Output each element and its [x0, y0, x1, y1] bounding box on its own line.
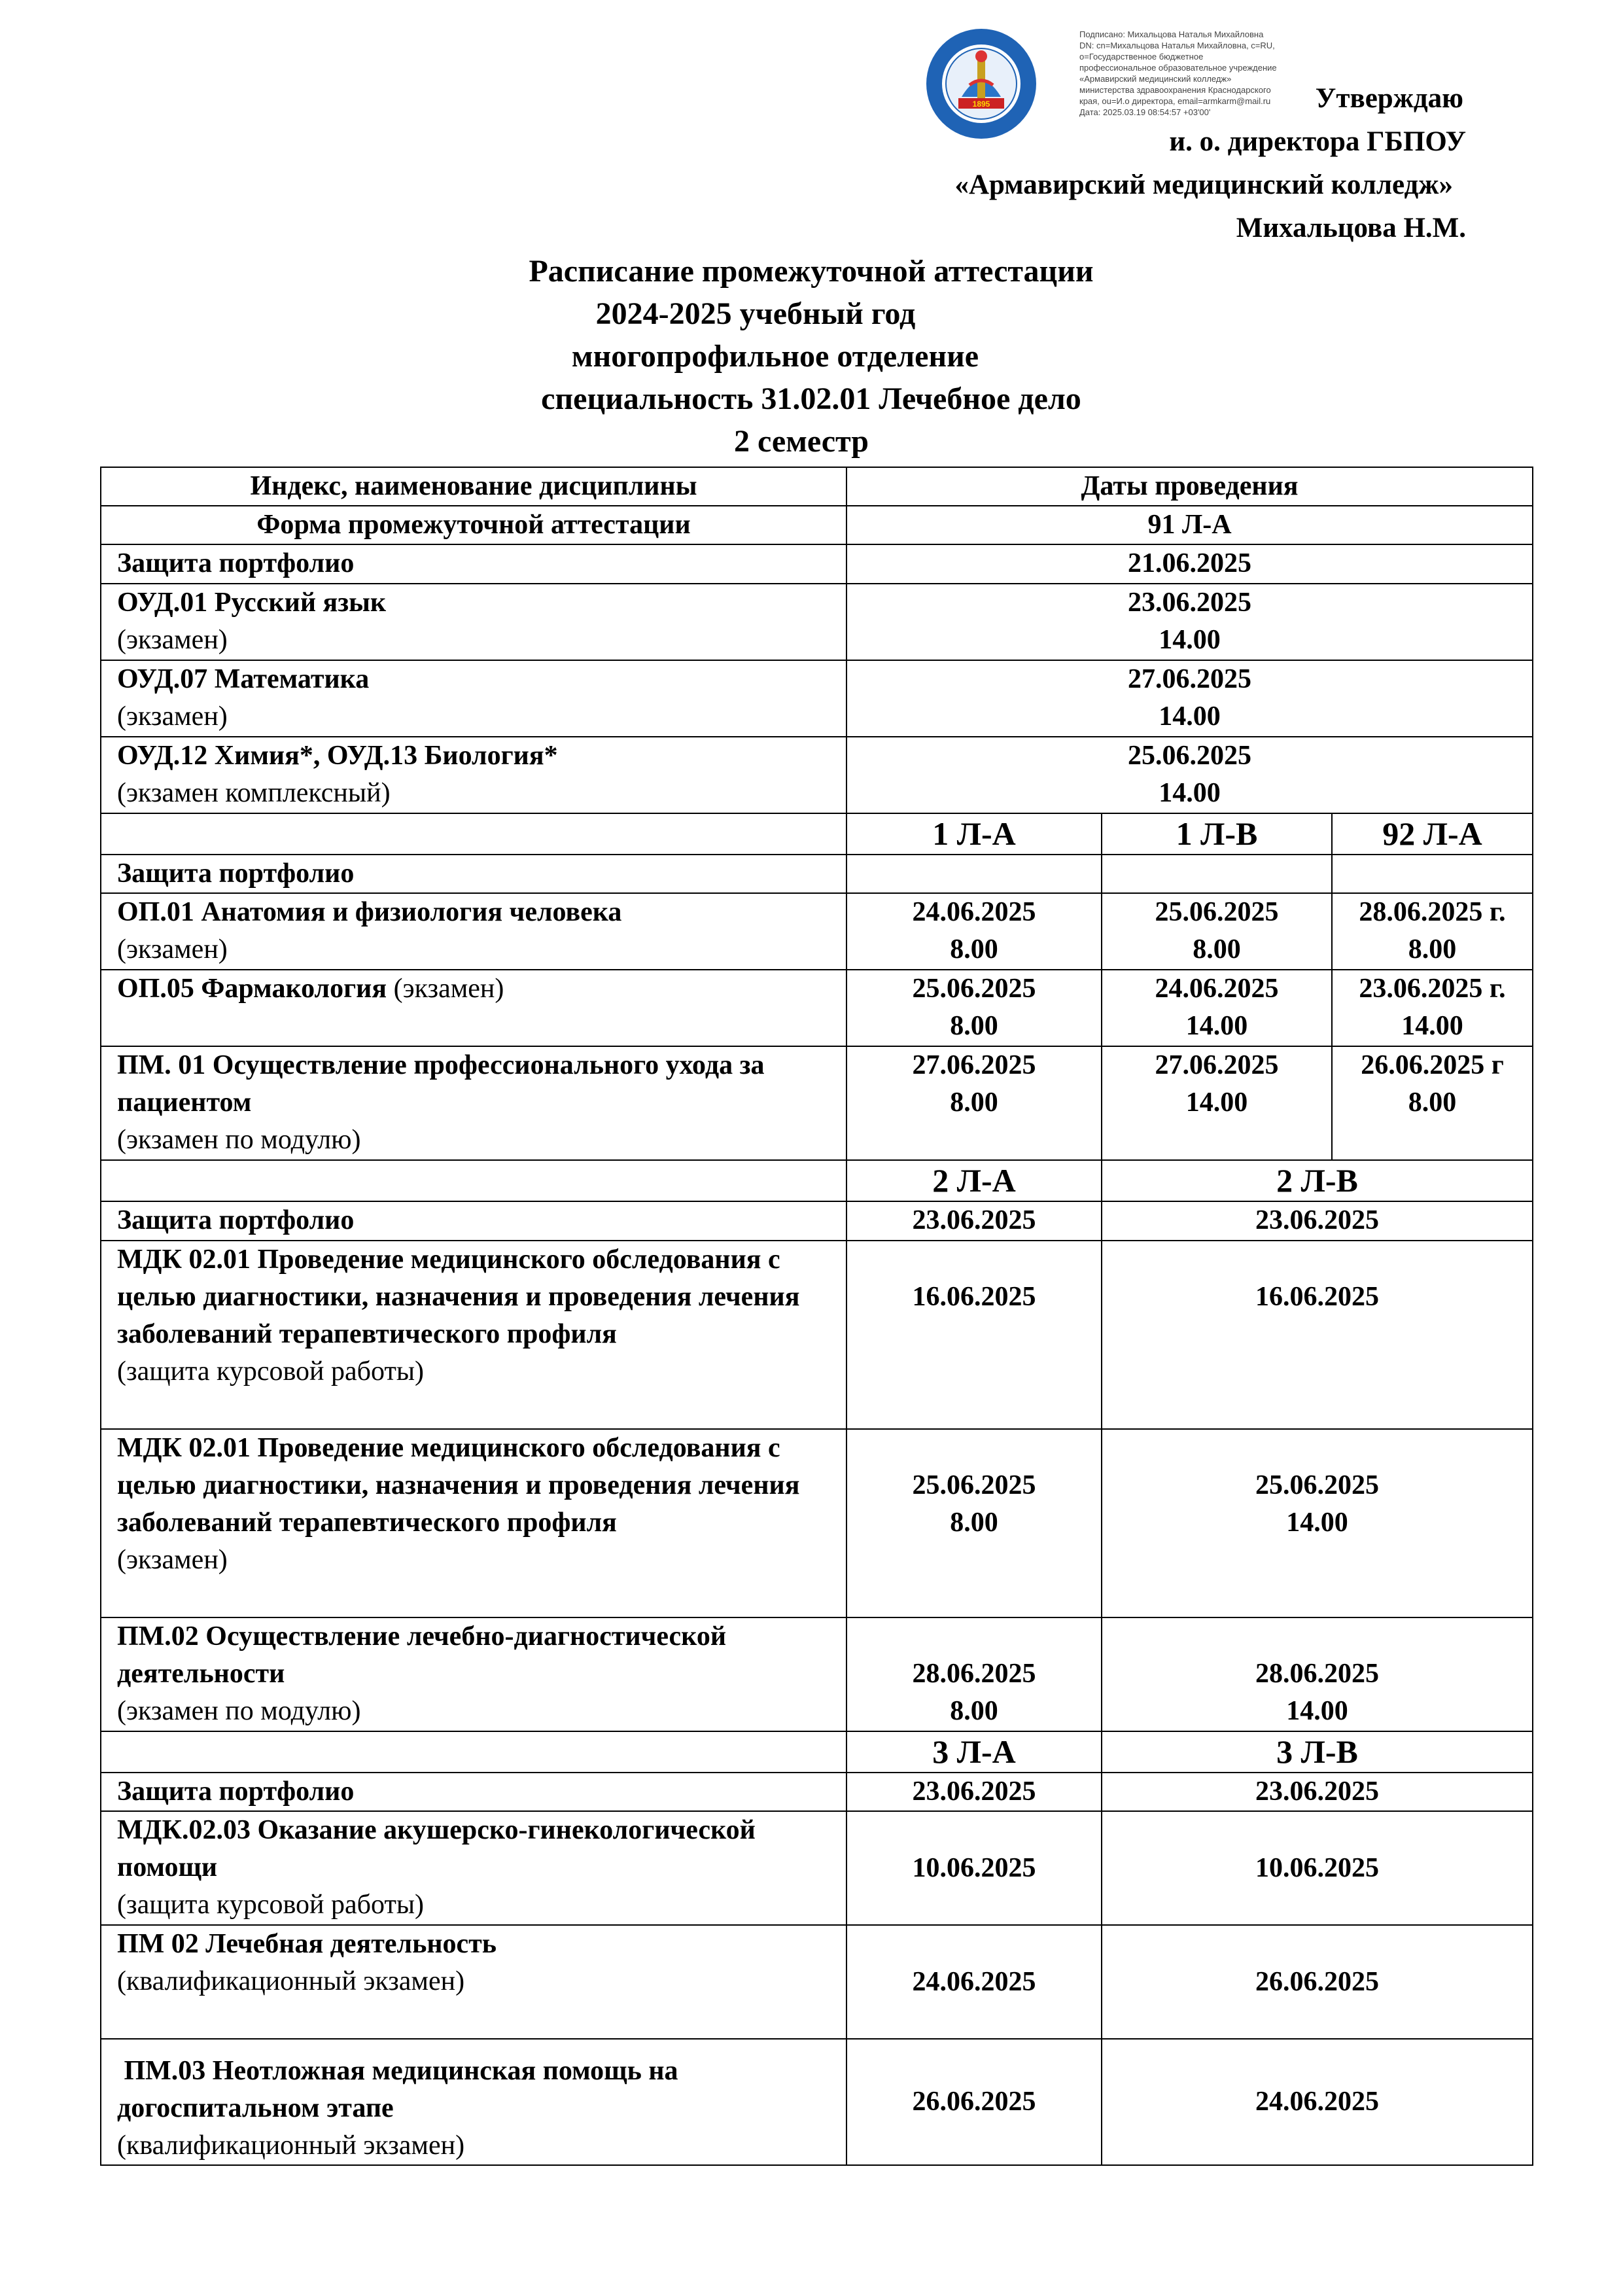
attestation-form: (экзамен по модулю): [117, 1125, 361, 1155]
table-row: [101, 1773, 1533, 1811]
signature-line: o=Государственное бюджетное: [1079, 52, 1204, 62]
table-row: [101, 1429, 1533, 1617]
table-row: [101, 893, 1533, 970]
group-label: 1 Л-В: [1102, 813, 1332, 855]
exam-date: 23.06.2025: [912, 1205, 1036, 1235]
exam-date: 10.06.2025: [912, 1852, 1036, 1883]
attestation-form: (экзамен): [117, 934, 228, 964]
signature-line: края, ou=И.о директора, email=armkarm@mail.ru: [1079, 96, 1271, 106]
group-header-row: [101, 1160, 1533, 1201]
group-label: 3 Л-В: [1102, 1731, 1533, 1773]
approval-line-organization: «Армавирский медицинский колледж»: [954, 169, 1453, 200]
table-header-row: [101, 506, 1533, 544]
group-header-row: [101, 1731, 1533, 1773]
exam-time: 14.00: [1286, 1696, 1348, 1726]
approval-line-name: Михальцова Н.М.: [1236, 213, 1466, 243]
exam-date: 24.06.2025: [1255, 2087, 1379, 2117]
attestation-form: (экзамен по модулю): [117, 1696, 361, 1726]
exam-date: 16.06.2025: [1255, 1282, 1379, 1312]
table-row: [101, 1241, 1533, 1429]
exam-time: 8.00: [950, 1087, 998, 1118]
discipline-name: ОУД.07 Математика: [117, 664, 370, 694]
title-line: многопрофильное отделение: [571, 339, 979, 374]
discipline-name: Защита портфолио: [117, 548, 355, 578]
discipline-name: ПМ. 01 Осуществление профессионального ухода за пациентом: [117, 1050, 765, 1118]
exam-date: 27.06.2025: [1155, 1050, 1279, 1080]
signature-line: Подписано: Михальцова Наталья Михайловна: [1079, 29, 1264, 39]
attestation-form: (защита курсовой работы): [117, 1890, 425, 1920]
table-row: [101, 584, 1533, 660]
group-label: 3 Л-А: [846, 1731, 1102, 1773]
signature-line: «Армавирский медицинский колледж»: [1079, 74, 1232, 84]
exam-date: 28.06.2025: [1255, 1659, 1379, 1689]
schedule-table: [100, 467, 1533, 2166]
header-group-91la: 91 Л-А: [846, 506, 1533, 544]
discipline-name: МДК.02.03 Оказание акушерско-гинекологической помощи: [117, 1815, 756, 1882]
exam-time: 14.00: [1185, 1087, 1248, 1118]
header-col1-line2: Форма промежуточной аттестации: [101, 506, 846, 544]
group-label: 2 Л-В: [1102, 1160, 1533, 1201]
signature-line: DN: cn=Михальцова Наталья Михайловна, c=RU,: [1079, 41, 1275, 50]
exam-date: 23.06.2025: [1255, 1205, 1379, 1235]
table-row: [101, 855, 1533, 893]
attestation-form: (квалификационный экзамен): [117, 1966, 465, 1996]
exam-time: 8.00: [950, 1508, 998, 1538]
discipline-name: ПМ.02 Осуществление лечебно-диагностической деятельности: [117, 1621, 727, 1689]
group-label: 92 Л-А: [1332, 813, 1533, 855]
discipline-name: ОП.01 Анатомия и физиология человека: [117, 897, 622, 927]
exam-date: 23.06.2025: [912, 1776, 1036, 1807]
group-label: 2 Л-А: [846, 1160, 1102, 1201]
table-row: [101, 737, 1533, 813]
signature-line: Дата: 2025.03.19 08:54:57 +03'00': [1079, 107, 1211, 117]
exam-date: 27.06.2025: [912, 1050, 1036, 1080]
table-row: [101, 2039, 1533, 2165]
exam-date: 24.06.2025: [912, 897, 1036, 927]
header-col2-line1: Даты проведения: [846, 467, 1533, 506]
exam-time: 8.00: [1408, 1087, 1457, 1118]
discipline-name: ОУД.01 Русский язык: [117, 588, 387, 618]
group-header-row: [101, 813, 1533, 855]
attestation-form: (защита курсовой работы): [117, 1356, 425, 1386]
table-row: [101, 1046, 1533, 1160]
table-row: [101, 1617, 1533, 1731]
table-row: [101, 1811, 1533, 1925]
discipline-name: Защита портфолио: [117, 858, 355, 889]
exam-date: 16.06.2025: [912, 1282, 1036, 1312]
exam-date: 26.06.2025: [1255, 1966, 1379, 1997]
exam-date: 27.06.2025: [1128, 664, 1251, 694]
exam-time: 8.00: [950, 1696, 998, 1726]
exam-time: 14.00: [1401, 1011, 1463, 1041]
table-header-row: [101, 467, 1533, 506]
exam-time: 14.00: [1159, 701, 1221, 732]
exam-date: 24.06.2025: [1155, 974, 1279, 1004]
exam-date: 25.06.2025: [1255, 1470, 1379, 1500]
approval-block: [954, 77, 1466, 250]
table-row: [101, 544, 1533, 584]
signature-line: профессиональное образовательное учреждение: [1079, 63, 1277, 73]
exam-date: 21.06.2025: [1128, 548, 1251, 578]
discipline-name: ПМ 02 Лечебная деятельность: [117, 1929, 497, 1959]
exam-date: 28.06.2025 г.: [1359, 897, 1506, 927]
title-line: 2024-2025 учебный год: [595, 296, 916, 331]
discipline-name: ОП.05 Фармакология: [117, 974, 387, 1004]
exam-date: 25.06.2025: [1128, 741, 1251, 771]
attestation-form: (квалификационный экзамен): [117, 2130, 465, 2161]
exam-date: 23.06.2025: [1255, 1776, 1379, 1807]
discipline-name: МДК 02.01 Проведение медицинского обследования с целью диагностики, назначения и проведения лечения заболеваний терапевтического профиля: [117, 1433, 800, 1538]
discipline-name: ОУД.12 Химия*, ОУД.13 Биология*: [117, 741, 558, 771]
exam-time: 8.00: [1193, 934, 1241, 964]
attestation-form: (экзамен): [117, 625, 228, 655]
exam-date: 10.06.2025: [1255, 1852, 1379, 1883]
exam-date: 23.06.2025 г.: [1359, 974, 1506, 1004]
exam-time: 14.00: [1159, 778, 1221, 808]
exam-time: 8.00: [1408, 934, 1457, 964]
attestation-form: (экзамен комплексный): [117, 778, 391, 808]
exam-date: 24.06.2025: [912, 1966, 1036, 1997]
title-line: специальность 31.02.01 Лечебное дело: [541, 381, 1081, 416]
exam-date: 26.06.2025: [912, 2087, 1036, 2117]
exam-time: 14.00: [1185, 1011, 1248, 1041]
attestation-form: (экзамен): [393, 974, 504, 1004]
attestation-form: (экзамен): [117, 701, 228, 732]
table-row: [101, 970, 1533, 1046]
discipline-name: МДК 02.01 Проведение медицинского обследования с целью диагностики, назначения и проведения лечения заболеваний терапевтического профиля: [117, 1245, 800, 1349]
exam-date: 28.06.2025: [912, 1659, 1036, 1689]
discipline-name: Защита портфолио: [117, 1776, 355, 1807]
approval-line-approve: Утверждаю: [1315, 83, 1463, 114]
title-line: Расписание промежуточной аттестации: [529, 254, 1094, 289]
exam-time: 14.00: [1159, 625, 1221, 655]
exam-time: 8.00: [950, 934, 998, 964]
discipline-name: Защита портфолио: [117, 1205, 355, 1235]
exam-date: 26.06.2025 г: [1361, 1050, 1504, 1080]
seal-year: 1895: [972, 99, 990, 109]
table-row: [101, 660, 1533, 737]
exam-date: 25.06.2025: [1155, 897, 1279, 927]
exam-time: 8.00: [950, 1011, 998, 1041]
attestation-form: (экзамен): [117, 1545, 228, 1575]
table-row: [101, 1201, 1533, 1241]
exam-date: 25.06.2025: [912, 1470, 1036, 1500]
group-label: 1 Л-А: [846, 813, 1102, 855]
exam-time: 14.00: [1286, 1508, 1348, 1538]
exam-date: 25.06.2025: [912, 974, 1036, 1004]
signature-line: министерства здравоохранения Краснодарского: [1079, 85, 1271, 95]
title-line: 2 семестр: [734, 424, 869, 459]
header-col1-line1: Индекс, наименование дисциплины: [101, 467, 846, 506]
table-row: [101, 1925, 1533, 2039]
discipline-name: ПМ.03 Неотложная медицинская помощь на догоспитальном этапе: [117, 2056, 686, 2123]
approval-line-position: и. о. директора ГБПОУ: [1169, 126, 1466, 157]
document-title: [98, 250, 1505, 463]
exam-date: 23.06.2025: [1128, 588, 1251, 618]
